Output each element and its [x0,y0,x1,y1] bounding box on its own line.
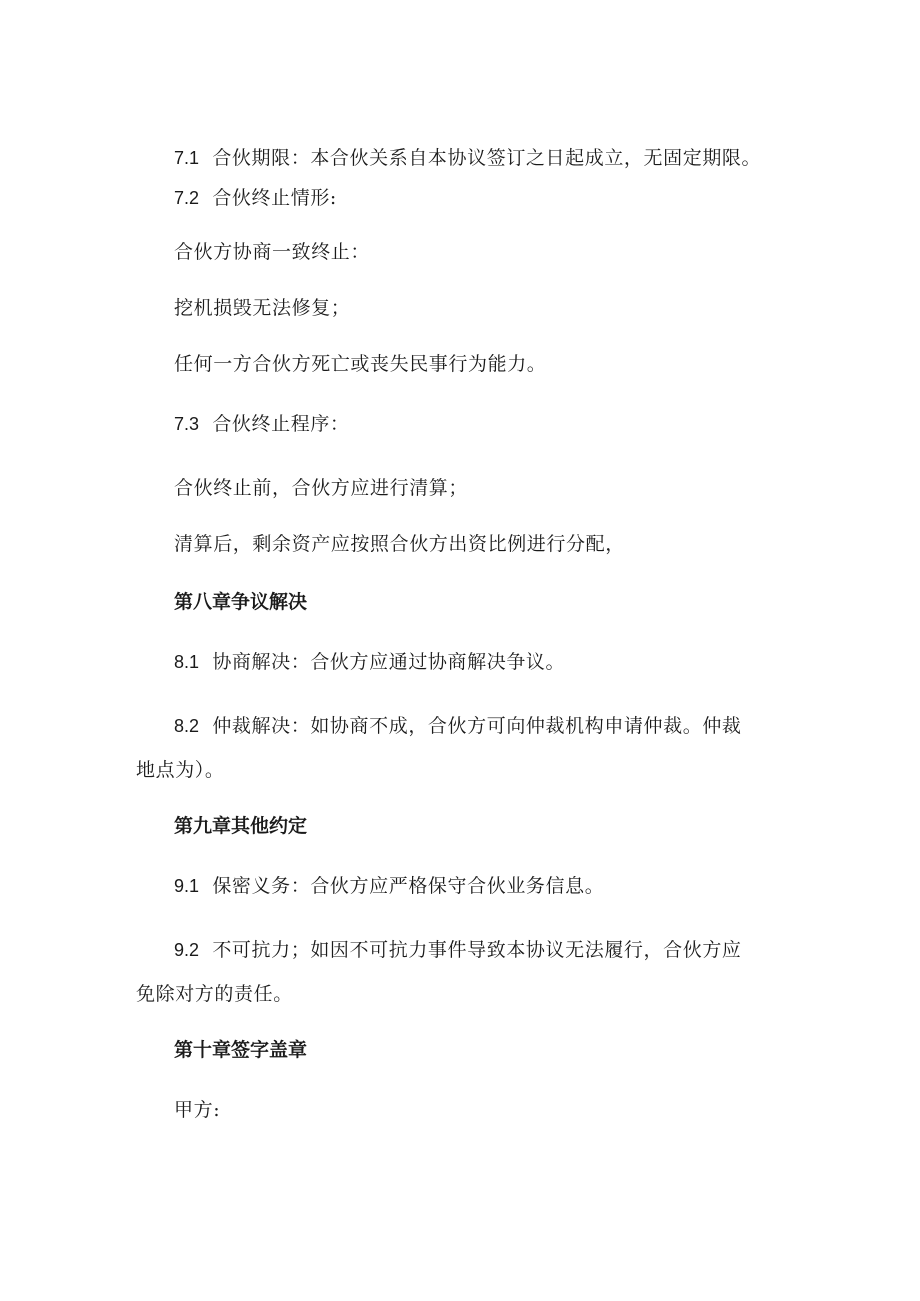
clause-text: 不可抗力；如因不可抗力事件导致本协议无法履行，合伙方应 [212,939,742,961]
clause-7-2 [174,186,337,210]
list-item: 合伙方协商一致终止： [174,241,371,263]
clause-7-3 [174,412,350,436]
clause-8-2 [174,714,742,738]
clause-text: 合伙终止情形: [212,187,337,209]
clause-7-1 [174,146,761,170]
list-item: 挖机损毁无法修复； [174,297,351,319]
clause-text: 合伙期限：本合伙关系自本协议签订之日起成立，无固定期限。 [212,147,762,169]
clause-number: 7.2 [174,188,200,208]
chapter-8-heading: 第八章争议解决 [174,591,308,613]
clause-number: 7.1 [174,148,200,168]
clause-8-1 [174,650,565,674]
clause-number: 7.3 [174,414,200,434]
clause-number: 8.1 [174,652,200,672]
clause-9-1 [174,874,604,898]
party-a-label: 甲方: [174,1099,221,1121]
chapter-10-heading: 第十章签字盖章 [174,1039,308,1061]
clause-8-2-continuation: 地点为）。 [136,759,225,781]
list-item: 清算后，剩余资产应按照合伙方出资比例进行分配， [174,533,625,555]
clause-text: 合伙终止程序： [212,413,350,435]
clause-text: 仲裁解决：如协商不成，合伙方可向仲裁机构申请仲裁。仲裁 [212,715,742,737]
clause-text: 保密义务：合伙方应严格保守合伙业务信息。 [212,875,605,897]
list-item: 合伙终止前，合伙方应进行清算； [174,477,469,499]
clause-9-2 [174,938,742,962]
clause-text: 协商解决：合伙方应通过协商解决争议。 [212,651,566,673]
clause-number: 9.2 [174,940,200,960]
clause-number: 9.1 [174,876,200,896]
clause-number: 8.2 [174,716,200,736]
list-item: 任何一方合伙方死亡或丧失民事行为能力。 [174,353,547,375]
chapter-9-heading: 第九章其他约定 [174,815,308,837]
clause-9-2-continuation: 免除对方的责任。 [136,983,293,1005]
